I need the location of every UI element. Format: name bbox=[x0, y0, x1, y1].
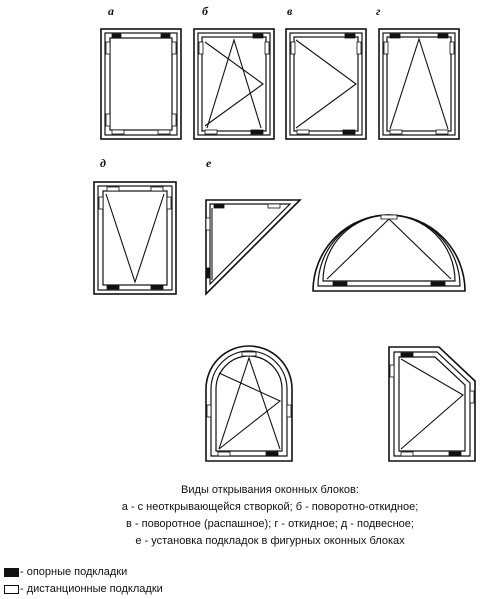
legend-support-label: - опорные подкладки bbox=[20, 566, 128, 578]
label-b: б bbox=[202, 4, 208, 18]
caption-line-2: а - с неоткрывающейся створкой; б - поворотно-откидное; bbox=[121, 501, 419, 513]
spacer-pad-swatch bbox=[4, 585, 19, 594]
label-d: д bbox=[100, 156, 106, 170]
window-hung-d bbox=[93, 181, 177, 295]
label-v: в bbox=[287, 4, 293, 18]
caption-title: Виды открывания оконных блоков: bbox=[181, 484, 359, 496]
label-a: а bbox=[108, 4, 114, 18]
window-semicircle-e bbox=[311, 213, 467, 293]
support-pad-swatch bbox=[4, 568, 19, 577]
window-turn-v bbox=[285, 28, 367, 140]
window-tilt-turn-b bbox=[193, 28, 275, 140]
figure-caption bbox=[120, 482, 420, 550]
window-tilt-g bbox=[378, 28, 460, 140]
legend-spacer bbox=[4, 583, 163, 595]
caption-line-4: е - установка подкладок в фигурных оконных блоках bbox=[135, 535, 405, 547]
caption-line-3: в - поворотное (распашное); г - откидное; д - подвесное; bbox=[126, 518, 414, 530]
label-g: г bbox=[376, 4, 381, 18]
window-pentagon-e bbox=[387, 345, 477, 463]
window-fixed-a bbox=[100, 28, 182, 140]
window-triangle-e bbox=[204, 198, 302, 296]
window-arched-e bbox=[204, 345, 294, 463]
label-e: е bbox=[206, 156, 212, 170]
legend-support bbox=[4, 566, 127, 578]
legend-spacer-label: - дистанционные подкладки bbox=[20, 583, 163, 595]
